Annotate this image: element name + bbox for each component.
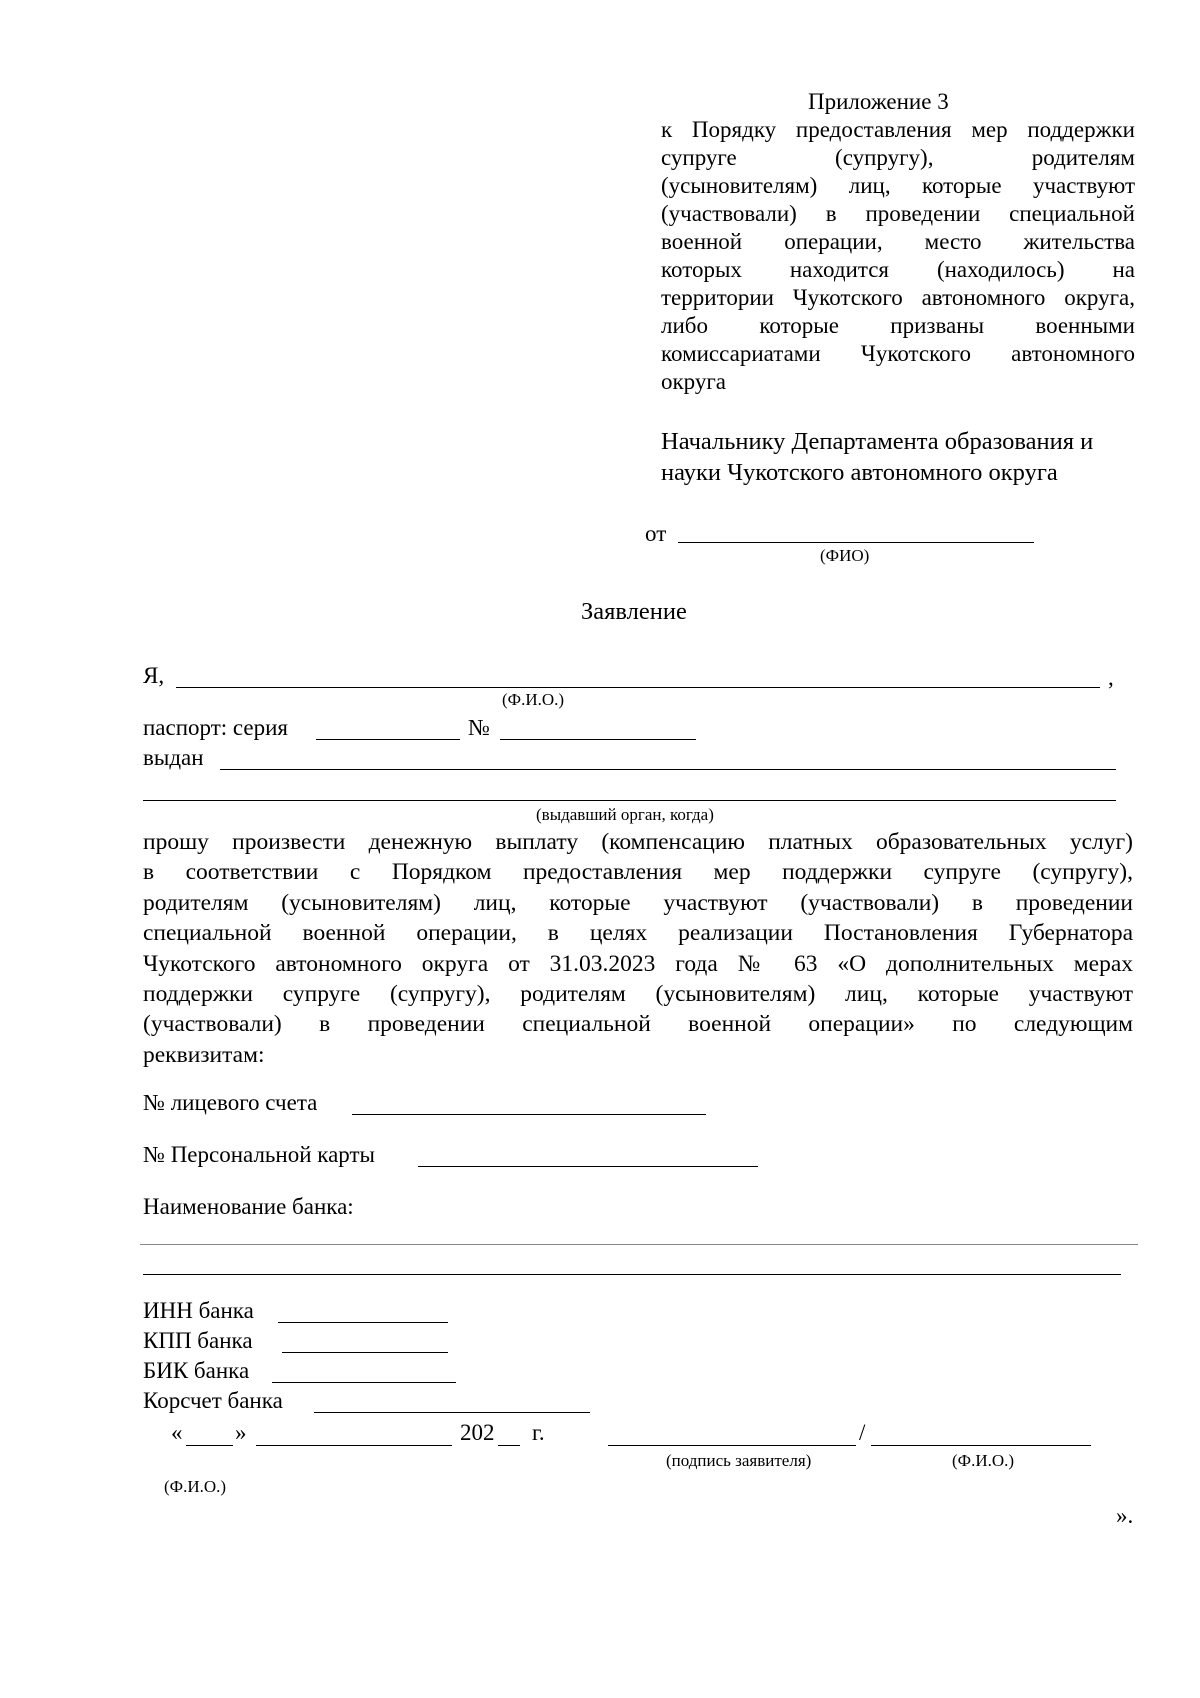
appendix-line: (усыновителям) лиц, которые участвуют: [661, 173, 1135, 198]
bank-corr-field[interactable]: [314, 1390, 590, 1413]
request-line: родителям (усыновителям) лиц, которые участвуют (участвовали) в проведении: [143, 889, 1133, 916]
applicant-prefix: Я,: [143, 663, 165, 688]
bank-name-field[interactable]: [140, 1244, 1138, 1245]
bank-inn-field[interactable]: [278, 1300, 448, 1323]
appendix-line: к Порядку предоставления мер поддержки: [661, 117, 1135, 142]
bank-name-field-continued[interactable]: [143, 1274, 1121, 1275]
appendix-line: супруге (супругу), родителям: [661, 145, 1135, 170]
addressee-line-1: Начальнику Департамента образования и: [661, 428, 1094, 455]
date-day-field[interactable]: [186, 1423, 233, 1446]
bank-kpp-label: КПП банка: [143, 1328, 253, 1353]
passport-number-label: №: [468, 715, 490, 740]
request-text: [143, 827, 1133, 1070]
request-line: в соответствии с Порядком предоставления мер поддержки супруге (супругу),: [143, 859, 1133, 886]
card-number-label: № Персональной карты: [143, 1142, 376, 1167]
date-year-suffix: г.: [532, 1420, 545, 1445]
signature-fio-field[interactable]: [871, 1423, 1091, 1446]
signature-field[interactable]: [608, 1423, 856, 1446]
account-number-field[interactable]: [352, 1092, 706, 1115]
bank-corr-label: Корсчет банка: [143, 1388, 283, 1413]
appendix-title: Приложение 3: [808, 89, 949, 114]
card-number-field[interactable]: [418, 1144, 758, 1167]
appendix-line: территории Чукотского автономного округа,: [661, 285, 1135, 310]
appendix-line: военной операции, место жительства: [661, 229, 1135, 254]
appendix-line: либо которые призваны военными: [661, 313, 1135, 338]
appendix-line: (участвовали) в проведении специальной: [661, 201, 1135, 226]
request-line: поддержки супруге (супругу), родителям (усыновителям) лиц, которые участвуют: [143, 981, 1133, 1008]
request-line: Чукотского автономного округа от 31.03.2023 года № 63 «О дополнительных мерах: [143, 950, 1133, 977]
appendix-line: округа: [661, 369, 727, 394]
applicant-fio-hint: (Ф.И.О.): [502, 690, 565, 709]
passport-series-field[interactable]: [316, 717, 460, 740]
date-year-field[interactable]: [498, 1423, 520, 1446]
bank-bik-label: БИК банка: [143, 1358, 250, 1383]
bank-name-label: Наименование банка:: [143, 1194, 354, 1219]
bank-inn-label: ИНН банка: [143, 1298, 254, 1323]
appendix-description: [661, 116, 1135, 396]
bank-bik-field[interactable]: [272, 1360, 456, 1383]
issued-field-continued[interactable]: [143, 778, 1116, 801]
signature-hint: (подпись заявителя): [666, 1451, 812, 1470]
applicant-fio-field[interactable]: [176, 665, 1100, 688]
request-line: специальной военной операции, в целях реализации Постановления Губернатора: [143, 920, 1133, 947]
addressee: [661, 426, 1093, 488]
addressee-line-2: науки Чукотского автономного округа: [661, 459, 1058, 486]
document-title: Заявление: [581, 598, 687, 625]
applicant-suffix: ,: [1108, 665, 1114, 690]
from-label: от: [645, 521, 667, 546]
appendix-line: которых находится (находилось) на: [661, 257, 1135, 282]
request-line: (участвовали) в проведении специальной военной операции» по следующим: [143, 1011, 1133, 1038]
account-number-label: № лицевого счета: [143, 1090, 318, 1115]
request-line: прошу произвести денежную выплату (компенсацию платных образовательных услуг): [143, 829, 1133, 855]
appendix-line: комиссариатами Чукотского автономного: [661, 341, 1135, 366]
date-month-field[interactable]: [256, 1423, 452, 1446]
issued-hint: (выдавший орган, когда): [536, 805, 714, 824]
date-year-prefix: 202: [460, 1420, 495, 1445]
left-fio-hint: (Ф.И.О.): [164, 1477, 227, 1496]
signature-fio-hint: (Ф.И.О.): [952, 1451, 1015, 1470]
request-line: реквизитам:: [143, 1041, 265, 1068]
date-close-quote: »: [235, 1420, 247, 1445]
from-fio-hint: (ФИО): [820, 546, 870, 565]
date-open-quote: «: [171, 1420, 183, 1445]
signature-slash: /: [859, 1420, 866, 1445]
issued-label: выдан: [143, 745, 204, 770]
passport-number-field[interactable]: [500, 717, 696, 740]
bank-kpp-field[interactable]: [282, 1330, 448, 1353]
from-fio-field[interactable]: [678, 520, 1034, 543]
closing-quote: ».: [1116, 1503, 1134, 1528]
issued-field[interactable]: [220, 747, 1116, 770]
passport-series-label: паспорт: серия: [143, 715, 289, 740]
